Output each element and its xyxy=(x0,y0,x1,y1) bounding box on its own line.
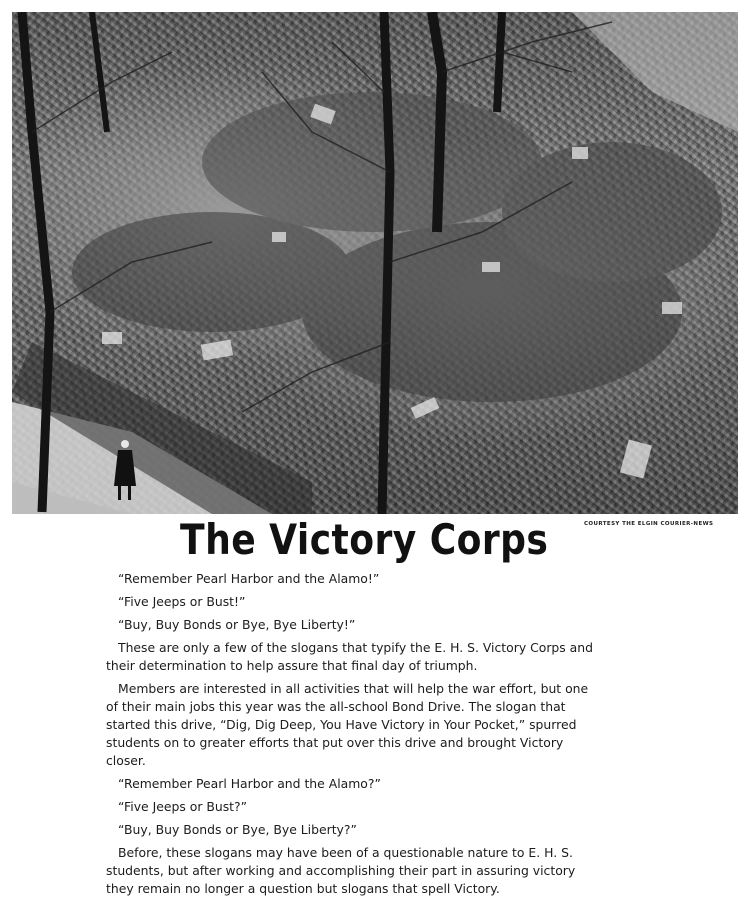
lawn-shape xyxy=(572,12,738,132)
slogan-paragraph: “Five Jeeps or Bust?” xyxy=(118,799,248,814)
page-title: The Victory Corps xyxy=(180,515,549,564)
scrap-metal-pile-photo xyxy=(12,12,738,514)
slogan-paragraph: “Remember Pearl Harbor and the Alamo!” xyxy=(118,571,380,586)
body-paragraph: Before, these slogans may have been of a questionable nature to E. H. S. students, but after working and accomplishing their part in assuring victory they remain no longer a question but slogans that spell Victory. xyxy=(106,845,576,896)
photo-credit: COURTESY THE ELGIN COURIER-NEWS xyxy=(584,521,714,527)
photo-scene xyxy=(12,12,738,514)
body-paragraph: Members are interested in all activities that will help the war effort, but one of their main jobs this year was the all-school Bond Drive. The slogan that started this drive, “Dig, Dig Deep, You Have Victory in Your Pocket,” spurred students on to greater efforts that put over this drive and brought Victory closer. xyxy=(106,681,589,768)
slogan-paragraph: “Remember Pearl Harbor and the Alamo?” xyxy=(118,776,381,791)
slogan-paragraph: “Buy, Buy Bonds or Bye, Bye Liberty?” xyxy=(118,822,357,837)
slogan-paragraph: “Buy, Buy Bonds or Bye, Bye Liberty!” xyxy=(118,617,356,632)
slogan-paragraph: “Five Jeeps or Bust!” xyxy=(118,594,246,609)
body-paragraph: These are only a few of the slogans that typify the E. H. S. Victory Corps and their determination to help assure that final day of triumph. xyxy=(106,640,593,673)
debris-texture xyxy=(72,92,722,402)
article-body xyxy=(106,570,600,903)
